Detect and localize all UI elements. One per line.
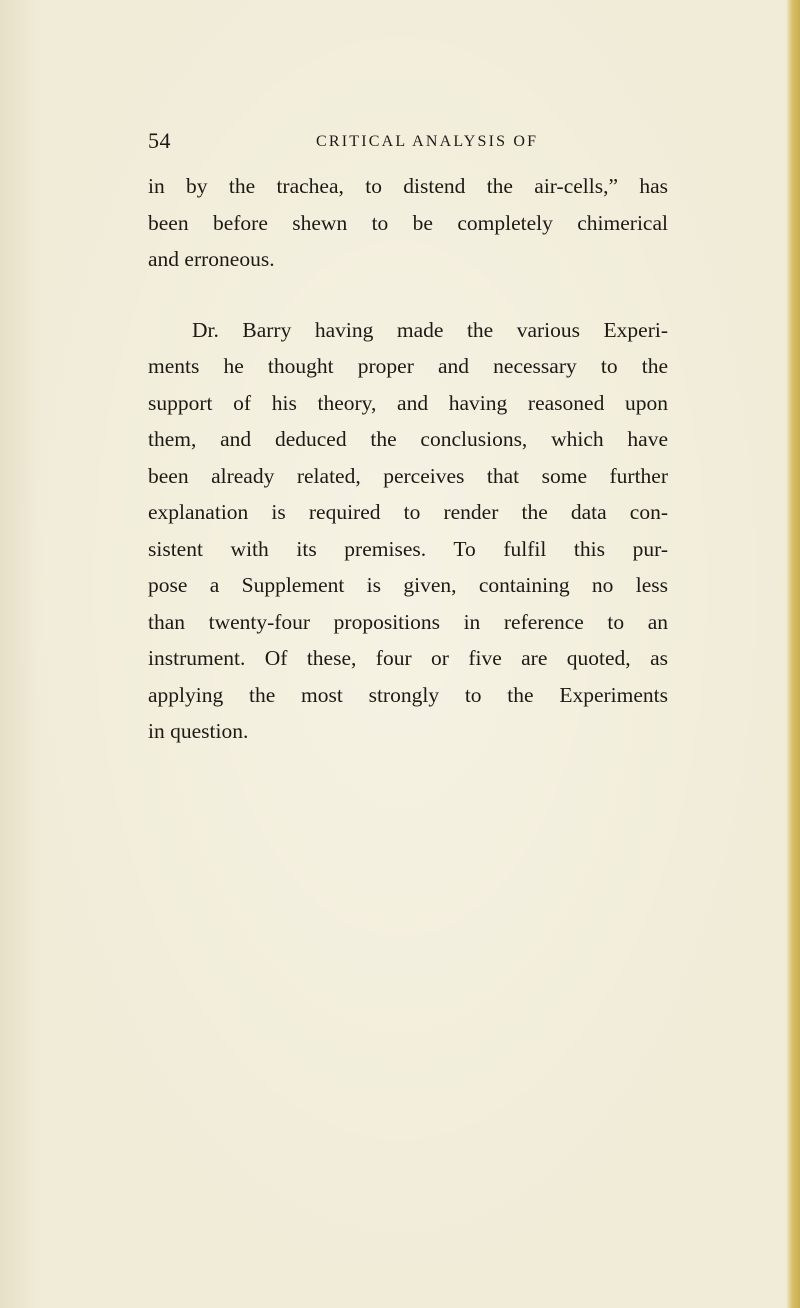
text-line: instrument. Of these, four or five are quoted, as (148, 646, 668, 670)
page-number: 54 (148, 128, 171, 153)
body-text (148, 168, 668, 750)
text-line: been before shewn to be completely chimerical (148, 210, 668, 235)
running-title: CRITICAL ANALYSIS OF (316, 133, 539, 150)
paragraph-2 (148, 312, 668, 750)
text-line: been already related, perceives that some further (148, 463, 668, 488)
paragraph-gap (148, 278, 668, 312)
text-line: sistent with its premises. To fulfil this pur- (148, 536, 668, 561)
running-head (148, 128, 708, 158)
text-line: than twenty-four propositions in reference to an (148, 609, 668, 634)
text-line: and erroneous. (148, 247, 275, 271)
text-line: Dr. Barry having made the various Experi- (192, 317, 668, 342)
text-line: ments he thought proper and necessary to the (148, 354, 668, 378)
text-line: in question. (148, 719, 249, 743)
gilt-page-edge (786, 0, 800, 1308)
text-line: in by the trachea, to distend the air-cells,” has (148, 174, 668, 198)
text-line: explanation is required to render the data con- (148, 500, 668, 524)
text-line: them, and deduced the conclusions, which have (148, 427, 668, 451)
text-line: pose a Supplement is given, containing no less (148, 573, 668, 597)
text-line: support of his theory, and having reasoned upon (148, 390, 668, 415)
paragraph-1 (148, 168, 668, 278)
text-line: applying the most strongly to the Experiments (148, 682, 668, 707)
